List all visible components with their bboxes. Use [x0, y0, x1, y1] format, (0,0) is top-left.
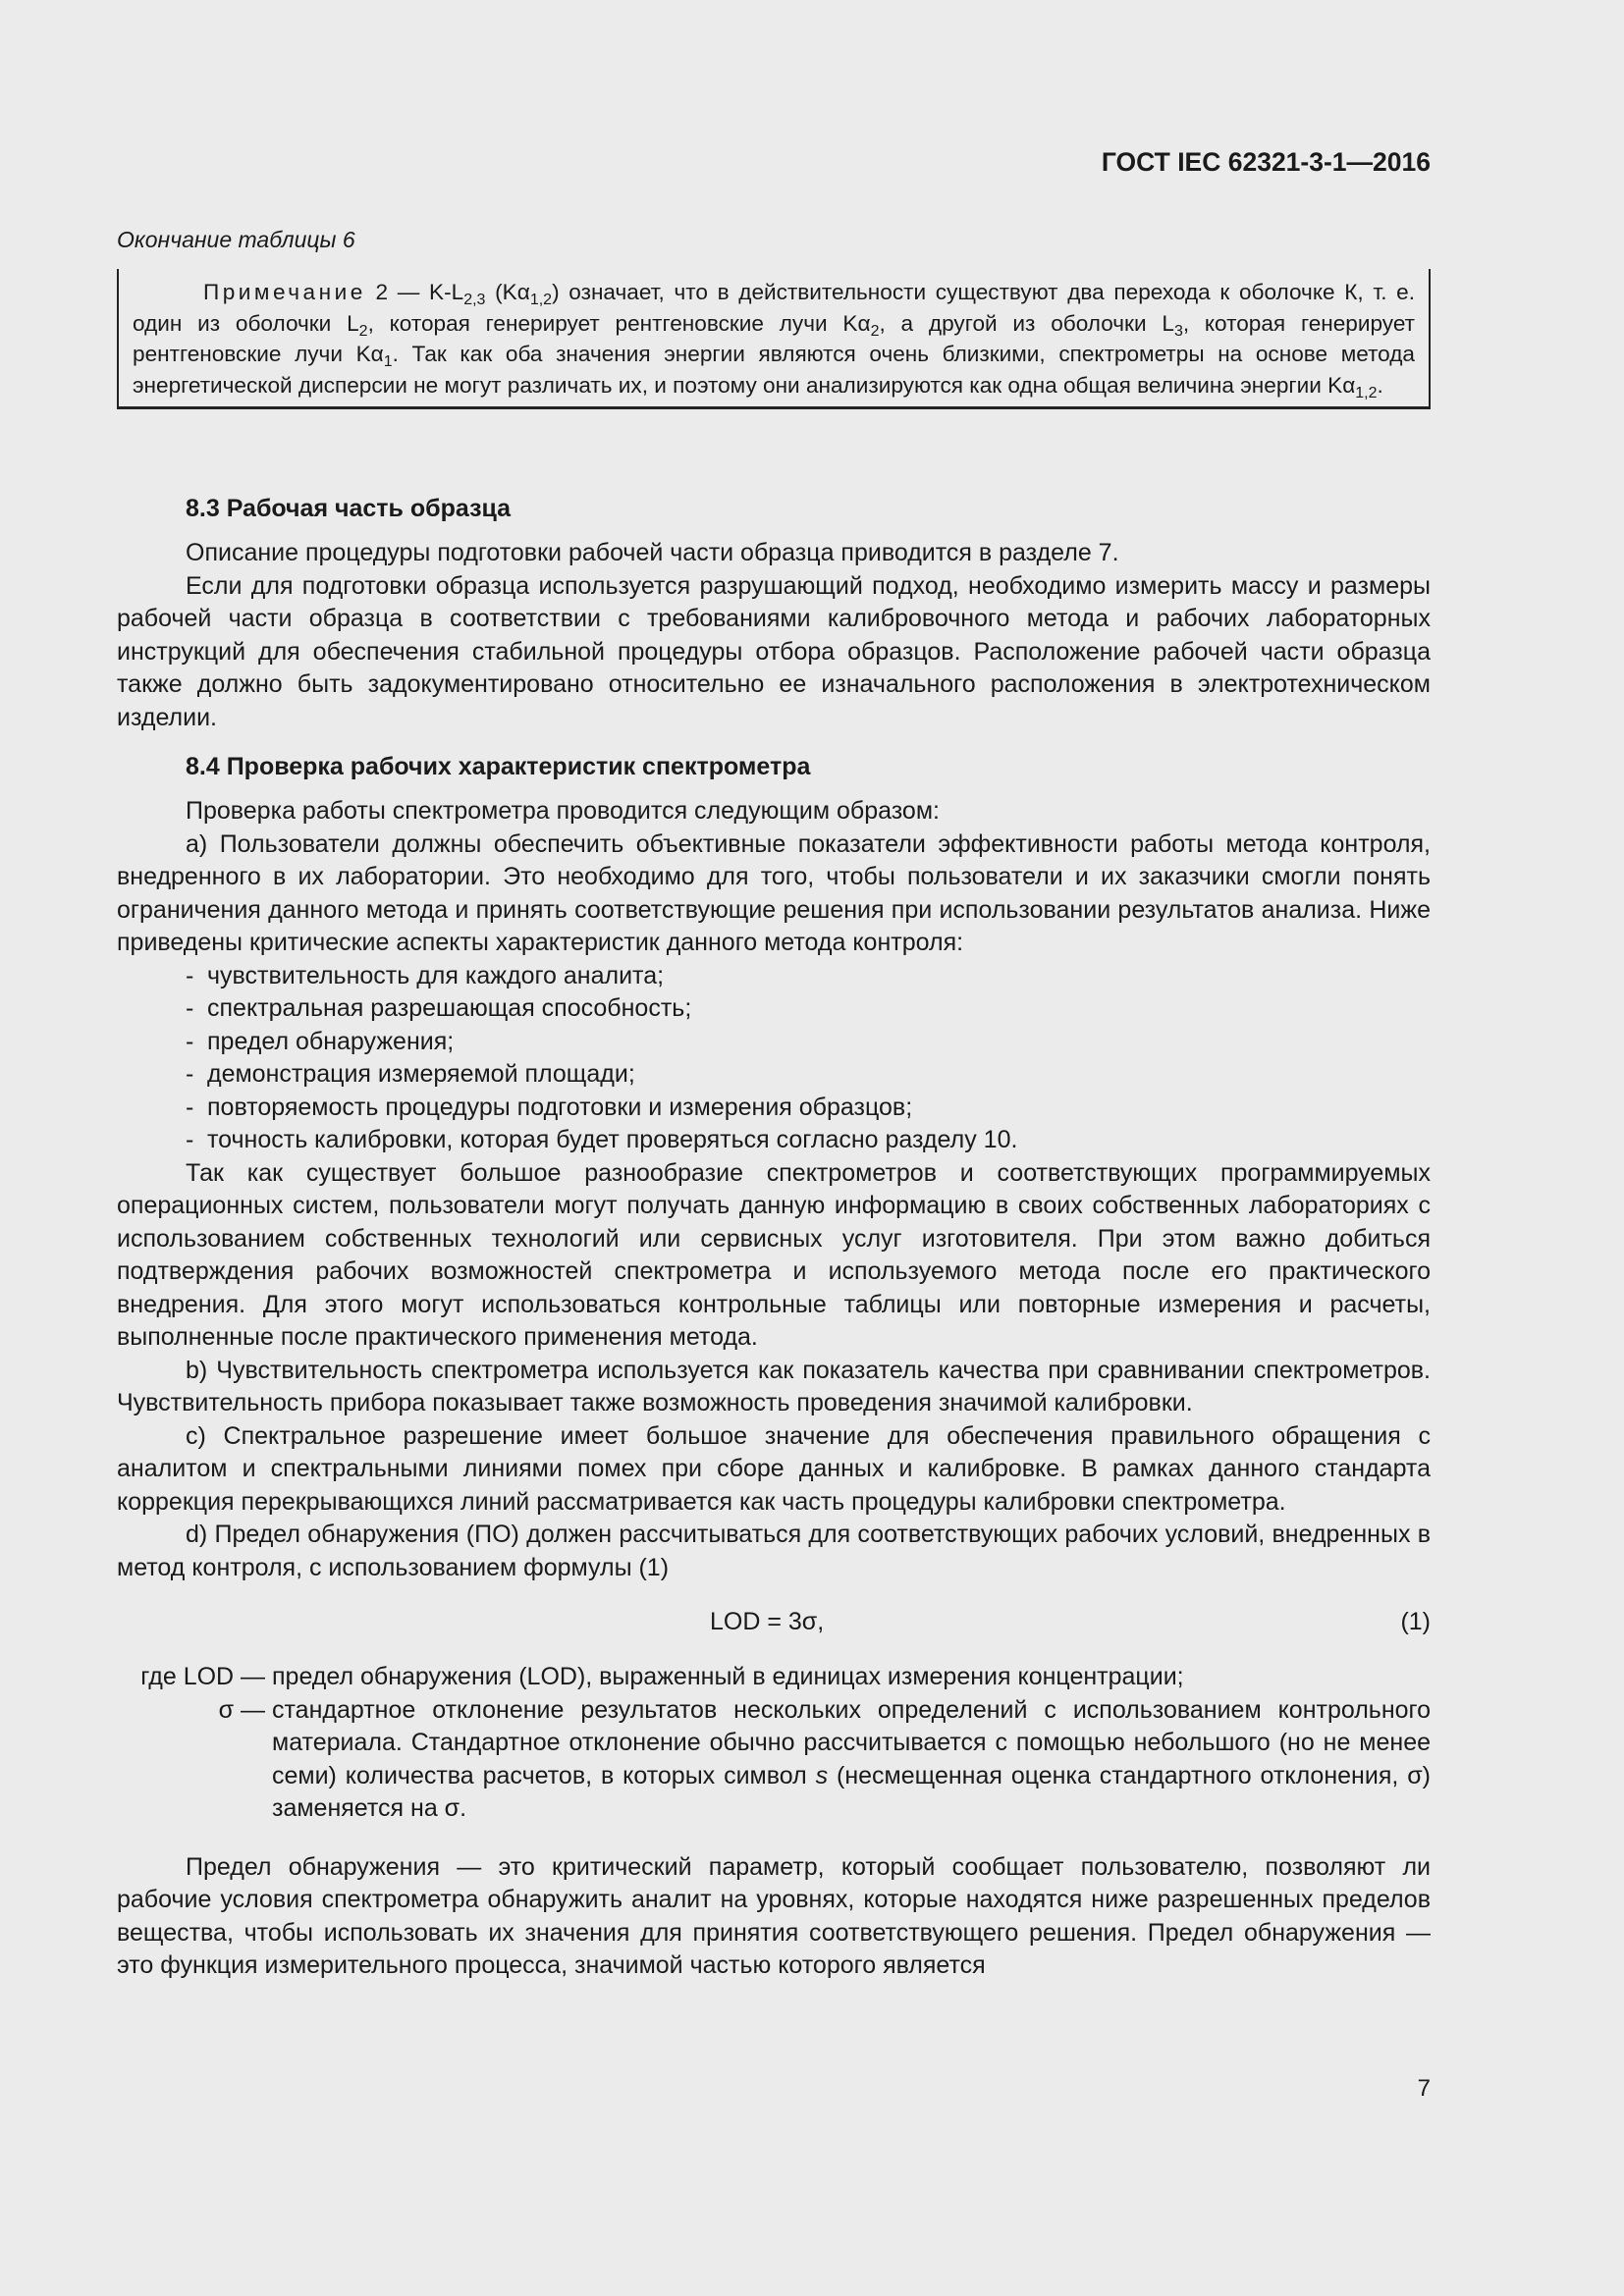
- list-item: - чувствительность для каждого аналита;: [186, 960, 1431, 993]
- note-text-1: 2 — K-L: [375, 280, 464, 304]
- section-heading-8-4: 8.4 Проверка рабочих характеристик спектрометра: [186, 753, 811, 780]
- page-number: 7: [1417, 2075, 1431, 2102]
- paragraph: Предел обнаружения — это критический параметр, который сообщает пользователю, позволяют ли рабочие условия спектрометра обнаружить аналит на уровнях, которые находятся ниже разрешенных пределов вещества, чтобы использовать их значения для принятия соответствующего решения. Предел обнаружения — это функция измерительного процесса, значимой частью которого является: [117, 1852, 1431, 1979]
- formula-definitions: [117, 1661, 1431, 1826]
- standard-designation: ГОСТ IEC 62321-3-1—2016: [1101, 147, 1431, 177]
- list-item: - предел обнаружения;: [186, 1026, 1431, 1059]
- aspects-list: [117, 960, 1431, 1157]
- formula-1: [117, 1606, 1431, 1639]
- list-item: - демонстрация измеряемой площади;: [186, 1058, 1431, 1092]
- definition-term: где LOD —: [140, 1663, 272, 1690]
- paragraph: Описание процедуры подготовки рабочей части образца приводится в разделе 7.: [186, 539, 1119, 566]
- item-b: b) Чувствительность спектрометра используется как показатель качества при сравнивании спектрометров. Чувствительность прибора показывает также возможность проведения значимой калибровки.: [117, 1356, 1431, 1416]
- section-heading-8-3: 8.3 Рабочая часть образца: [186, 495, 512, 522]
- list-item: - спектральная разрешающая способность;: [186, 992, 1431, 1026]
- formula-number: (1): [1400, 1608, 1431, 1635]
- definition-text: предел обнаружения (LOD), выраженный в единицах измерения концентрации;: [272, 1663, 1184, 1690]
- body-text: [117, 492, 1431, 1983]
- paragraph: Проверка работы спектрометра проводится следующим образом:: [186, 797, 940, 825]
- note-label: Примечание: [203, 280, 366, 304]
- paragraph: Если для подготовки образца используется разрушающий подход, необходимо измерить массу и размеры рабочей части образца в соответствии с требованиями калибровочного метода и рабочих лабораторных инструкций для обеспечения стабильной процедуры отбора образцов. Расположение рабочей части образца также должно быть задокументировано относительно ее изначального расположения в электротехническом изделии.: [117, 571, 1431, 731]
- table-continuation-caption: Окончание таблицы 6: [117, 227, 355, 252]
- table-note: Примечание 2 — $K-L_{2,3}$ $(K\alpha_{1,2})$ означает, что в действительности существуют два перехода к оболочке К, т. е. один из оболочки $L_2$, которая генерирует рентгеновские лучи $K\alpha_2$, а другой из оболочки $L_3$, которая генерирует рентгеновские лучи $K\alpha_1$. Так как оба значения энергии являются очень близкими, спектрометры на основе метода энергетической дисперсии не могут различать их, и поэтому они анализируются как одна общая величина энергии $K\alpha_{1,2}$.: [117, 269, 1431, 409]
- formula-expression: LOD = 3σ,: [710, 1608, 825, 1635]
- item-a: а) Пользователи должны обеспечить объективные показатели эффективности работы метода контроля, внедренного в их лаборатории. Это необходимо для того, чтобы пользователи и их заказчики смогли понять ограничения данного метода и принять соответствующие решения при использовании результатов анализа. Ниже приведены критические аспекты характеристик данного метода контроля:: [117, 829, 1431, 956]
- definition-term: σ —: [218, 1695, 272, 1724]
- list-item: - точность калибровки, которая будет проверяться согласно разделу 10.: [186, 1124, 1431, 1157]
- item-d: d) Предел обнаружения (ПО) должен рассчитываться для соответствующих рабочих условий, внедренных в метод контроля, с использованием формулы (1): [117, 1521, 1431, 1581]
- list-item: - повторяемость процедуры подготовки и измерения образцов;: [186, 1092, 1431, 1125]
- definition-sigma: [117, 1694, 1431, 1826]
- definition-lod: [117, 1661, 1431, 1694]
- definition-text: стандартное отклонение результатов нескольких определений с использованием контрольного материала. Стандартное отклонение обычно рассчитывается с помощью небольшого (но не менее семи) количества расчетов, в которых символ s (несмещенная оценка стандартного отклонения, σ) заменяется на σ.: [272, 1695, 1431, 1822]
- paragraph: Так как существует большое разнообразие спектрометров и соответствующих программируемых операционных систем, пользователи могут получать данную информацию в своих собственных лабораториях с использованием собственных технологий или сервисных услуг изготовителя. При этом важно добиться подтверждения рабочих возможностей спектрометра и используемого метода после его практического внедрения. Для этого могут использоваться контрольные таблицы или повторные измерения и расчеты, выполненные после практического применения метода.: [117, 1158, 1431, 1351]
- item-c: c) Спектральное разрешение имеет большое значение для обеспечения правильного обращения с аналитом и спектральными линиями помех при сборе данных и калибровке. В рамках данного стандарта коррекция перекрывающихся линий рассматривается как часть процедуры калибровки спектрометра.: [117, 1421, 1431, 1516]
